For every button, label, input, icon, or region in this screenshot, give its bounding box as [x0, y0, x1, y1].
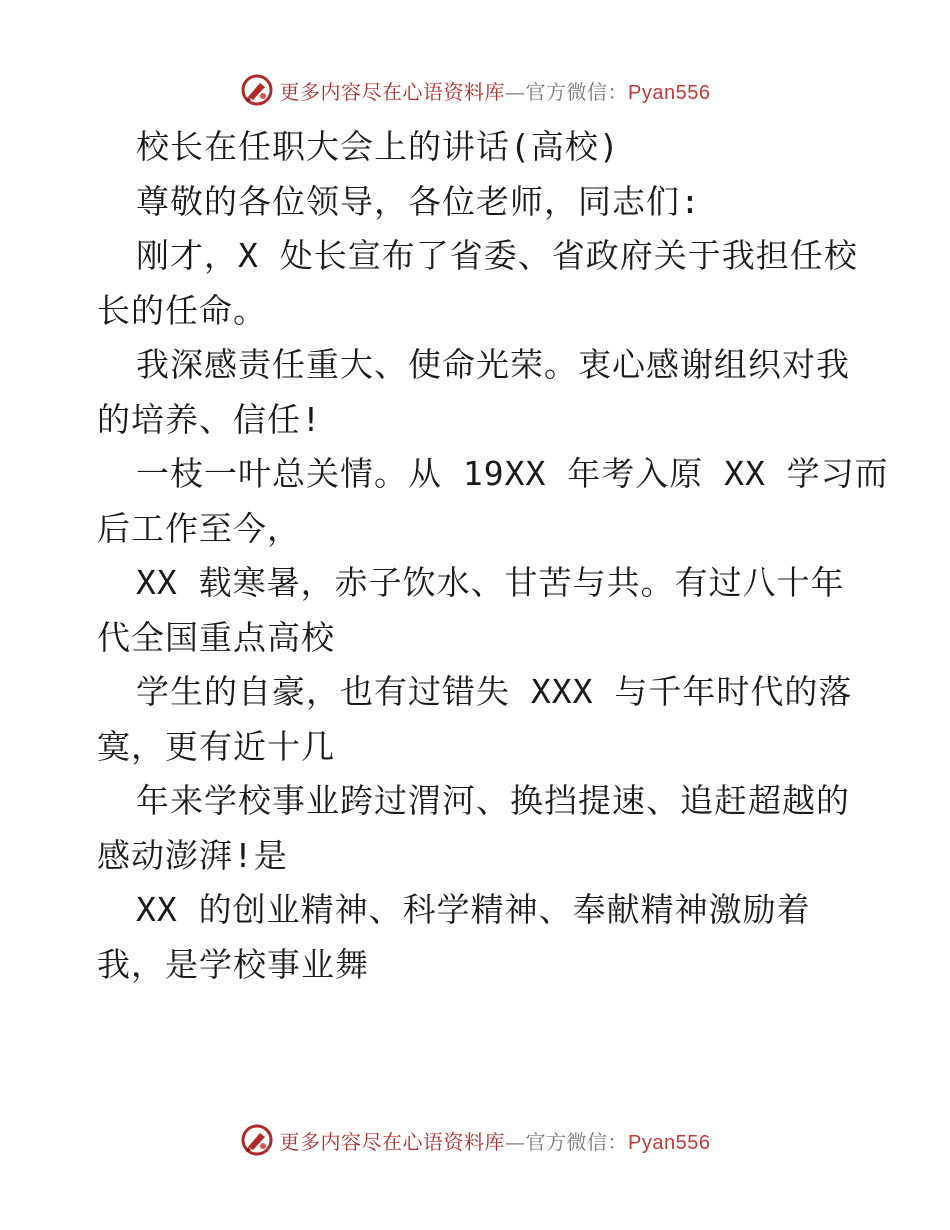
paragraph-line: 刚才，X 处长宣布了省委、省政府关于我担任校 [136, 236, 858, 275]
paragraph-line: 后工作至今， [97, 508, 301, 548]
paragraph-line: 的培养、信任! [97, 399, 322, 439]
paragraph-line: 一枝一叶总关情。从 19XX 年考入原 XX 学习而 [136, 454, 889, 493]
salutation: 尊敬的各位领导，各位老师，同志们: [136, 181, 701, 221]
paragraph-line: 长的任命。 [97, 290, 267, 330]
document-title: 校长在任职大会上的讲话(高校) [136, 127, 620, 166]
pen-seal-logo [240, 1123, 274, 1157]
paragraph-line: 年来学校事业跨过渭河、换挡提速、追赶超越的 [136, 781, 850, 820]
paragraph-line: 寞，更有近十几 [97, 726, 335, 766]
paragraph-line: 感动澎湃!是 [97, 835, 288, 875]
paragraph-line: 代全国重点高校 [97, 617, 335, 657]
paragraph-line: XX 的创业精神、科学精神、奉献精神激励着 [136, 890, 811, 929]
pen-seal-logo [240, 73, 274, 107]
paragraph-line: 我，是学校事业舞 [97, 944, 369, 984]
document-body [97, 120, 889, 992]
banner-text: 更多内容尽在心语资料库—官方微信：Pyan556 [279, 1129, 711, 1154]
footer-banner [0, 1118, 950, 1162]
paragraph-line: 学生的自豪，也有过错失 XXX 与千年时代的落 [136, 672, 853, 711]
paragraph-line: XX 载寒暑，赤子饮水、甘苦与共。有过八十年 [136, 563, 845, 602]
paragraph-line: 我深感责任重大、使命光荣。衷心感谢组织对我 [136, 345, 850, 384]
header-banner [0, 68, 950, 112]
banner-text: 更多内容尽在心语资料库—官方微信：Pyan556 [279, 79, 711, 104]
